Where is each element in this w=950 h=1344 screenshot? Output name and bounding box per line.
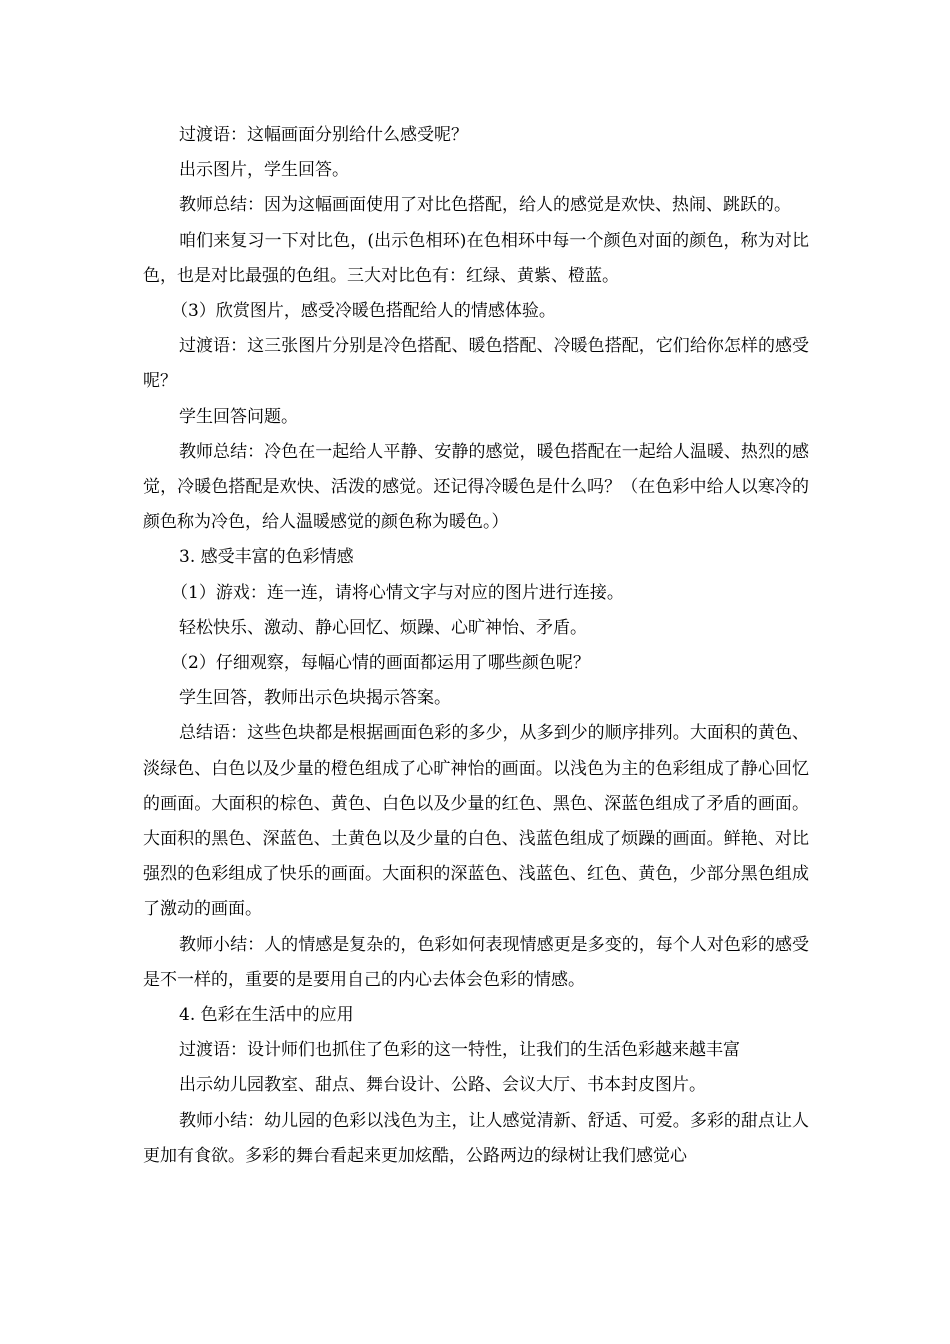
paragraph: 教师小结：人的情感是复杂的，色彩如何表现情感更是多变的，每个人对色彩的感受是不一样的，重要的是要用自己的内心去体会色彩的情感。: [143, 934, 809, 990]
paragraph: （2）仔细观察，每幅心情的画面都运用了哪些颜色呢？: [171, 653, 590, 674]
paragraph: 出示幼儿园教室、甜点、舞台设计、公路、会议大厅、书本封皮图片。: [179, 1075, 706, 1096]
paragraph: 轻松快乐、激动、静心回忆、烦躁、心旷神怡、矛盾。: [179, 617, 587, 638]
paragraph: 学生回答问题。: [179, 406, 298, 427]
paragraph: （3）欣赏图片，感受冷暖色搭配给人的情感体验。: [171, 301, 556, 322]
section-heading: 4. 色彩在生活中的应用: [179, 1005, 354, 1026]
document-page: [143, 118, 809, 1174]
paragraph: 过渡语：这幅画面分别给什么感受呢？: [179, 125, 468, 145]
paragraph: 总结语：这些色块都是根据画面色彩的多少，从多到少的顺序排列。大面积的黄色、淡绿色、白色以及少量的橙色组成了心旷神怡的画面。以浅色为主的色彩组成了静心回忆的画面。大面积的棕色、黄色、白色以及少量的红色、黑色、深蓝色组成了矛盾的画面。大面积的黑色、深蓝色、土黄色以及少量的白色、浅蓝色组成了烦躁的画面。鲜艳、对比强烈的色彩组成了快乐的画面。大面积的深蓝色、浅蓝色、红色、黄色，少部分黑色组成了激动的画面。: [143, 723, 809, 920]
paragraph: 教师总结：冷色在一起给人平静、安静的感觉，暖色搭配在一起给人温暖、热烈的感觉，冷暖色搭配是欢快、活泼的感觉。还记得冷暖色是什么吗？（在色彩中给人以寒冷的颜色称为冷色，给人温暖感觉的颜色称为暖色。）: [143, 441, 809, 533]
section-heading: 3. 感受丰富的色彩情感: [179, 547, 354, 568]
paragraph: 过渡语：设计师们也抓住了色彩的这一特性，让我们的生活色彩越来越丰富: [179, 1040, 740, 1061]
paragraph: 咱们来复习一下对比色，(出示色相环)在色相环中每一个颜色对面的颜色，称为对比色，也是对比最强的色组。三大对比色有：红绿、黄紫、橙蓝。: [143, 230, 809, 286]
paragraph: 学生回答，教师出示色块揭示答案。: [179, 688, 451, 709]
paragraph: 教师小结：幼儿园的色彩以浅色为主，让人感觉清新、舒适、可爱。多彩的甜点让人更加有食欲。多彩的舞台看起来更加炫酷，公路两边的绿树让我们感觉心: [143, 1110, 809, 1166]
paragraph: 出示图片，学生回答。: [179, 160, 349, 181]
paragraph: （1）游戏：连一连，请将心情文字与对应的图片进行连接。: [171, 582, 624, 603]
paragraph: 教师总结：因为这幅画面使用了对比色搭配，给人的感觉是欢快、热闹、跳跃的。: [179, 195, 791, 216]
paragraph: 过渡语：这三张图片分别是冷色搭配、暖色搭配、冷暖色搭配，它们给你怎样的感受呢？: [143, 336, 809, 392]
